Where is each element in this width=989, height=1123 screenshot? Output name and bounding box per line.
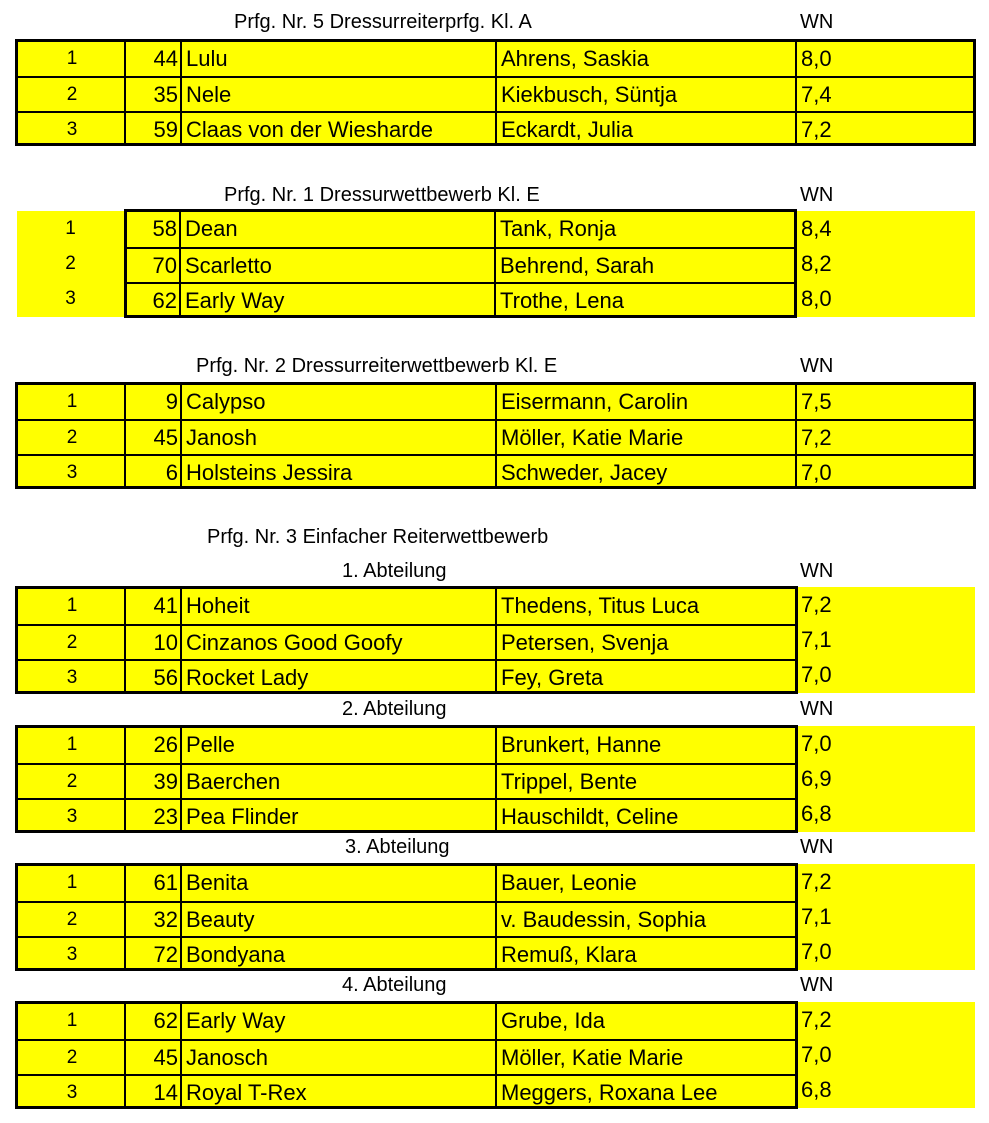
section-title: Prfg. Nr. 3 Einfacher Reiterwettbewerb	[207, 526, 549, 548]
score-cell: 8,4	[801, 216, 832, 241]
section-title: Prfg. Nr. 1 Dressurwettbewerb Kl. E	[224, 184, 540, 206]
start-number-cell: 26	[153, 732, 178, 757]
column-divider	[495, 589, 497, 691]
start-number-cell: 72	[153, 942, 178, 967]
rank-cell: 2	[66, 84, 78, 105]
rider-cell: Fey, Greta	[501, 665, 604, 690]
column-divider	[495, 385, 497, 486]
results-table	[15, 586, 798, 694]
start-number-cell: 58	[152, 216, 177, 241]
rider-cell: Trippel, Bente	[501, 769, 638, 794]
rider-cell: Brunkert, Hanne	[501, 732, 662, 757]
start-number-cell: 32	[153, 907, 178, 932]
rank-cell: 1	[66, 734, 78, 755]
rider-cell: Thedens, Titus Luca	[501, 593, 700, 618]
score-cell: 7,2	[801, 869, 832, 894]
subsection-title: 1. Abteilung	[342, 560, 447, 582]
horse-cell: Nele	[186, 82, 232, 107]
rank-cell: 1	[66, 595, 78, 616]
rank-cell: 1	[66, 1010, 78, 1031]
column-divider	[495, 1004, 497, 1106]
column-divider	[124, 385, 126, 486]
horse-cell: Holsteins Jessira	[186, 460, 353, 485]
rank-cell: 3	[66, 944, 78, 965]
table-row	[127, 247, 794, 282]
start-number-cell: 70	[152, 253, 177, 278]
rider-cell: Meggers, Roxana Lee	[501, 1080, 718, 1105]
horse-cell: Claas von der Wiesharde	[186, 117, 434, 142]
horse-cell: Pea Flinder	[186, 804, 299, 829]
score-cell: 7,1	[801, 627, 832, 652]
start-number-cell: 62	[153, 1008, 178, 1033]
results-table	[15, 39, 976, 146]
rank-cell: 3	[65, 288, 76, 309]
column-divider	[124, 42, 126, 143]
table-row	[18, 936, 795, 971]
rider-cell: Petersen, Svenja	[501, 630, 669, 655]
horse-cell: Lulu	[186, 46, 228, 71]
table-row	[127, 212, 794, 247]
start-number-cell: 59	[153, 117, 178, 142]
score-cell: 7,0	[801, 1042, 832, 1067]
column-divider	[179, 212, 181, 315]
rank-cell: 3	[66, 1082, 78, 1103]
horse-cell: Dean	[185, 216, 238, 241]
rider-cell: Hauschildt, Celine	[501, 804, 679, 829]
column-divider	[180, 1004, 182, 1106]
wn-header: WN	[800, 974, 834, 996]
rank-cell: 3	[66, 806, 78, 827]
column-divider	[495, 866, 497, 968]
horse-cell: Hoheit	[186, 593, 250, 618]
wn-header: WN	[800, 698, 834, 720]
start-number-cell: 45	[153, 425, 178, 450]
horse-cell: Janosh	[186, 425, 257, 450]
horse-cell: Pelle	[186, 732, 235, 757]
start-number-cell: 39	[153, 769, 178, 794]
score-cell: 7,0	[801, 662, 832, 687]
rank-cell: 2	[66, 771, 78, 792]
start-number-cell: 10	[153, 630, 178, 655]
rider-cell: Tank, Ronja	[500, 216, 617, 241]
column-divider	[180, 42, 182, 143]
start-number-cell: 44	[153, 46, 178, 71]
rider-cell: Ahrens, Saskia	[501, 46, 649, 71]
rank-cell: 2	[66, 632, 78, 653]
results-table	[15, 725, 798, 833]
results-table	[15, 382, 976, 489]
rank-cell: 2	[66, 427, 78, 448]
rank-cell: 2	[65, 253, 76, 274]
wn-header: WN	[800, 11, 834, 33]
start-number-cell: 62	[152, 288, 177, 313]
start-number-cell: 23	[153, 804, 178, 829]
table-row	[18, 659, 795, 694]
score-cell: 7,0	[801, 460, 832, 485]
rider-cell: Schweder, Jacey	[501, 460, 668, 485]
score-cell: 6,9	[801, 766, 832, 791]
subsection-title: 4. Abteilung	[342, 974, 447, 996]
rank-cell: 1	[66, 48, 78, 69]
results-table	[15, 863, 798, 971]
score-cell: 8,0	[801, 46, 832, 71]
horse-cell: Early Way	[185, 288, 285, 313]
table-row	[18, 1004, 795, 1039]
column-divider	[495, 728, 497, 830]
rider-cell: Behrend, Sarah	[500, 253, 655, 278]
horse-cell: Baerchen	[186, 769, 281, 794]
column-divider	[180, 728, 182, 830]
score-cell: 6,8	[801, 801, 832, 826]
score-cell: 7,2	[801, 425, 832, 450]
results-table	[15, 1001, 798, 1109]
wn-header: WN	[800, 355, 834, 377]
rank-cell: 1	[65, 218, 76, 239]
table-row	[18, 798, 795, 833]
column-divider	[124, 589, 126, 691]
score-cell: 7,0	[801, 939, 832, 964]
start-number-cell: 9	[165, 389, 178, 414]
subsection-title: 2. Abteilung	[342, 698, 447, 720]
horse-cell: Cinzanos Good Goofy	[186, 630, 403, 655]
rider-cell: Grube, Ida	[501, 1008, 605, 1033]
column-divider	[124, 1004, 126, 1106]
score-cell: 7,2	[801, 117, 832, 142]
horse-cell: Beauty	[186, 907, 255, 932]
score-cell: 7,0	[801, 731, 832, 756]
horse-cell: Janosch	[186, 1045, 268, 1070]
start-number-cell: 61	[153, 870, 178, 895]
table-row	[18, 866, 795, 901]
table-row	[18, 1039, 795, 1074]
rider-cell: Möller, Katie Marie	[501, 1045, 684, 1070]
score-cell: 7,2	[801, 592, 832, 617]
score-cell: 7,2	[801, 1007, 832, 1032]
rider-cell: Eckardt, Julia	[501, 117, 634, 142]
table-row	[18, 728, 795, 763]
rank-cell: 1	[66, 872, 78, 893]
rank-cell: 1	[66, 391, 78, 412]
rider-cell: Bauer, Leonie	[501, 870, 637, 895]
subsection-title: 3. Abteilung	[345, 836, 450, 858]
horse-cell: Scarletto	[185, 253, 272, 278]
column-divider	[180, 385, 182, 486]
rank-cell: 3	[66, 119, 78, 140]
wn-header: WN	[800, 184, 834, 206]
rider-cell: Kiekbusch, Süntja	[501, 82, 678, 107]
start-number-cell: 41	[153, 593, 178, 618]
rider-cell: Remuß, Klara	[501, 942, 637, 967]
column-divider	[180, 866, 182, 968]
section-title: Prfg. Nr. 2 Dressurreiterwettbewerb Kl. E	[196, 355, 558, 377]
score-cell: 8,0	[801, 286, 832, 311]
horse-cell: Bondyana	[186, 942, 286, 967]
start-number-cell: 14	[153, 1080, 178, 1105]
rider-cell: Eisermann, Carolin	[501, 389, 689, 414]
table-row	[18, 624, 795, 659]
rider-cell: v. Baudessin, Sophia	[501, 907, 707, 932]
column-divider	[180, 589, 182, 691]
score-cell: 8,2	[801, 251, 832, 276]
table-row	[18, 901, 795, 936]
column-divider	[795, 42, 797, 143]
rider-cell: Trothe, Lena	[500, 288, 624, 313]
rank-cell: 2	[66, 909, 78, 930]
column-divider	[495, 42, 497, 143]
rank-cell: 3	[66, 462, 78, 483]
table-row	[18, 589, 795, 624]
start-number-cell: 35	[153, 82, 178, 107]
wn-header: WN	[800, 560, 834, 582]
horse-cell: Benita	[186, 870, 249, 895]
column-divider	[124, 728, 126, 830]
horse-cell: Early Way	[186, 1008, 286, 1033]
results-table	[124, 209, 797, 318]
start-number-cell: 56	[153, 665, 178, 690]
column-divider	[494, 212, 496, 315]
horse-cell: Royal T-Rex	[186, 1080, 307, 1105]
wn-header: WN	[800, 836, 834, 858]
score-cell: 7,5	[801, 389, 832, 414]
horse-cell: Calypso	[186, 389, 266, 414]
horse-cell: Rocket Lady	[186, 665, 309, 690]
start-number-cell: 6	[165, 460, 178, 485]
column-divider	[795, 385, 797, 486]
section-title: Prfg. Nr. 5 Dressurreiterprfg. Kl. A	[234, 11, 532, 33]
rank-cell: 2	[66, 1047, 78, 1068]
rider-cell: Möller, Katie Marie	[501, 425, 684, 450]
column-divider	[124, 866, 126, 968]
score-cell: 7,1	[801, 904, 832, 929]
table-row	[127, 282, 794, 317]
score-cell: 6,8	[801, 1077, 832, 1102]
table-row	[18, 763, 795, 798]
start-number-cell: 45	[153, 1045, 178, 1070]
rank-cell: 3	[66, 667, 78, 688]
score-cell: 7,4	[801, 82, 832, 107]
table-row	[18, 1074, 795, 1109]
